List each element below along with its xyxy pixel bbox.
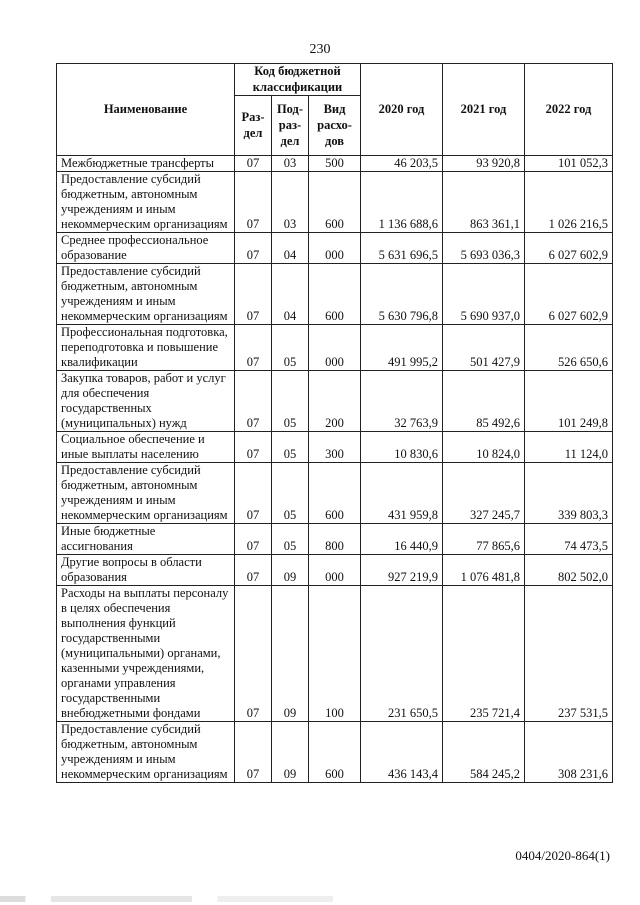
scan-artifact [0,896,640,902]
row-subsection: 09 [272,555,309,586]
document-code: 0404/2020-864(1) [515,848,610,863]
row-subsection: 09 [272,586,309,722]
table-body [57,156,613,783]
header-subsection: Под-раз-дел [272,96,309,156]
row-subsection: 05 [272,524,309,555]
table-row [57,156,613,172]
table-row [57,722,613,783]
row-value-2020: 5 631 696,5 [361,233,443,264]
row-value-2022: 339 803,3 [525,463,613,524]
row-expense-type: 200 [309,371,361,432]
row-value-2020: 491 995,2 [361,325,443,371]
row-subsection: 09 [272,722,309,783]
row-name: Предоставление субсидий бюджетным, автономным учреждениям и иным некоммерческим организациям [57,264,235,325]
row-name: Среднее профессиональное образование [57,233,235,264]
header-section: Раз-дел [235,96,272,156]
row-subsection: 05 [272,432,309,463]
table-row [57,233,613,264]
row-name: Иные бюджетные ассигнования [57,524,235,555]
header-expense-type: Вид расхо-дов [309,96,361,156]
budget-table [56,63,613,783]
row-value-2020: 431 959,8 [361,463,443,524]
row-value-2022: 74 473,5 [525,524,613,555]
row-name: Закупка товаров, работ и услуг для обеспечения государственных (муниципальных) нужд [57,371,235,432]
row-value-2021: 501 427,9 [443,325,525,371]
row-expense-type: 600 [309,463,361,524]
row-value-2020: 1 136 688,6 [361,172,443,233]
row-value-2022: 1 026 216,5 [525,172,613,233]
row-value-2020: 927 219,9 [361,555,443,586]
row-value-2021: 863 361,1 [443,172,525,233]
row-value-2020: 5 630 796,8 [361,264,443,325]
row-value-2021: 327 245,7 [443,463,525,524]
table-row [57,172,613,233]
row-value-2020: 16 440,9 [361,524,443,555]
header-year-2022: 2022 год [525,64,613,156]
header-year-2021: 2021 год [443,64,525,156]
table-row [57,371,613,432]
row-value-2022: 11 124,0 [525,432,613,463]
table-row [57,463,613,524]
row-section: 07 [235,325,272,371]
row-name: Социальное обеспечение и иные выплаты населению [57,432,235,463]
row-value-2022: 101 052,3 [525,156,613,172]
row-section: 07 [235,555,272,586]
row-value-2022: 308 231,6 [525,722,613,783]
row-section: 07 [235,233,272,264]
row-name: Межбюджетные трансферты [57,156,235,172]
row-section: 07 [235,172,272,233]
row-section: 07 [235,156,272,172]
row-value-2022: 802 502,0 [525,555,613,586]
row-name: Предоставление субсидий бюджетным, автономным учреждениям и иным некоммерческим организациям [57,722,235,783]
row-subsection: 03 [272,172,309,233]
row-subsection: 05 [272,325,309,371]
row-expense-type: 000 [309,555,361,586]
row-subsection: 05 [272,463,309,524]
table-row [57,524,613,555]
row-expense-type: 300 [309,432,361,463]
row-value-2020: 32 763,9 [361,371,443,432]
row-value-2022: 237 531,5 [525,586,613,722]
row-value-2020: 10 830,6 [361,432,443,463]
row-subsection: 04 [272,233,309,264]
row-value-2022: 526 650,6 [525,325,613,371]
row-value-2020: 231 650,5 [361,586,443,722]
row-name: Профессиональная подготовка, переподготовка и повышение квалификации [57,325,235,371]
row-expense-type: 600 [309,722,361,783]
row-name: Предоставление субсидий бюджетным, автономным учреждениям и иным некоммерческим организациям [57,172,235,233]
row-section: 07 [235,371,272,432]
row-subsection: 03 [272,156,309,172]
row-section: 07 [235,586,272,722]
header-name: Наименование [57,64,235,156]
row-name: Расходы на выплаты персоналу в целях обеспечения выполнения функций государственными (муниципальными) органами, казенными учреждениями, органами управления государственными внебюджетными фондами [57,586,235,722]
row-subsection: 04 [272,264,309,325]
row-subsection: 05 [272,371,309,432]
row-value-2021: 584 245,2 [443,722,525,783]
row-expense-type: 600 [309,172,361,233]
table-row [57,432,613,463]
row-section: 07 [235,524,272,555]
row-section: 07 [235,463,272,524]
row-value-2021: 1 076 481,8 [443,555,525,586]
row-expense-type: 000 [309,325,361,371]
row-name: Предоставление субсидий бюджетным, автономным учреждениям и иным некоммерческим организациям [57,463,235,524]
row-expense-type: 500 [309,156,361,172]
row-value-2022: 6 027 602,9 [525,264,613,325]
table-row [57,325,613,371]
row-expense-type: 000 [309,233,361,264]
header-year-2020: 2020 год [361,64,443,156]
row-value-2021: 10 824,0 [443,432,525,463]
table-row [57,555,613,586]
row-value-2020: 46 203,5 [361,156,443,172]
row-section: 07 [235,432,272,463]
row-value-2021: 235 721,4 [443,586,525,722]
row-value-2022: 101 249,8 [525,371,613,432]
row-section: 07 [235,264,272,325]
row-value-2022: 6 027 602,9 [525,233,613,264]
row-section: 07 [235,722,272,783]
row-expense-type: 800 [309,524,361,555]
row-value-2021: 77 865,6 [443,524,525,555]
row-value-2021: 5 693 036,3 [443,233,525,264]
row-value-2020: 436 143,4 [361,722,443,783]
page-number: 230 [309,42,331,57]
row-expense-type: 600 [309,264,361,325]
table-row [57,586,613,722]
row-name: Другие вопросы в области образования [57,555,235,586]
table-row [57,264,613,325]
header-code-group: Код бюджетной классификации [235,64,361,96]
row-value-2021: 85 492,6 [443,371,525,432]
row-expense-type: 100 [309,586,361,722]
row-value-2021: 5 690 937,0 [443,264,525,325]
row-value-2021: 93 920,8 [443,156,525,172]
